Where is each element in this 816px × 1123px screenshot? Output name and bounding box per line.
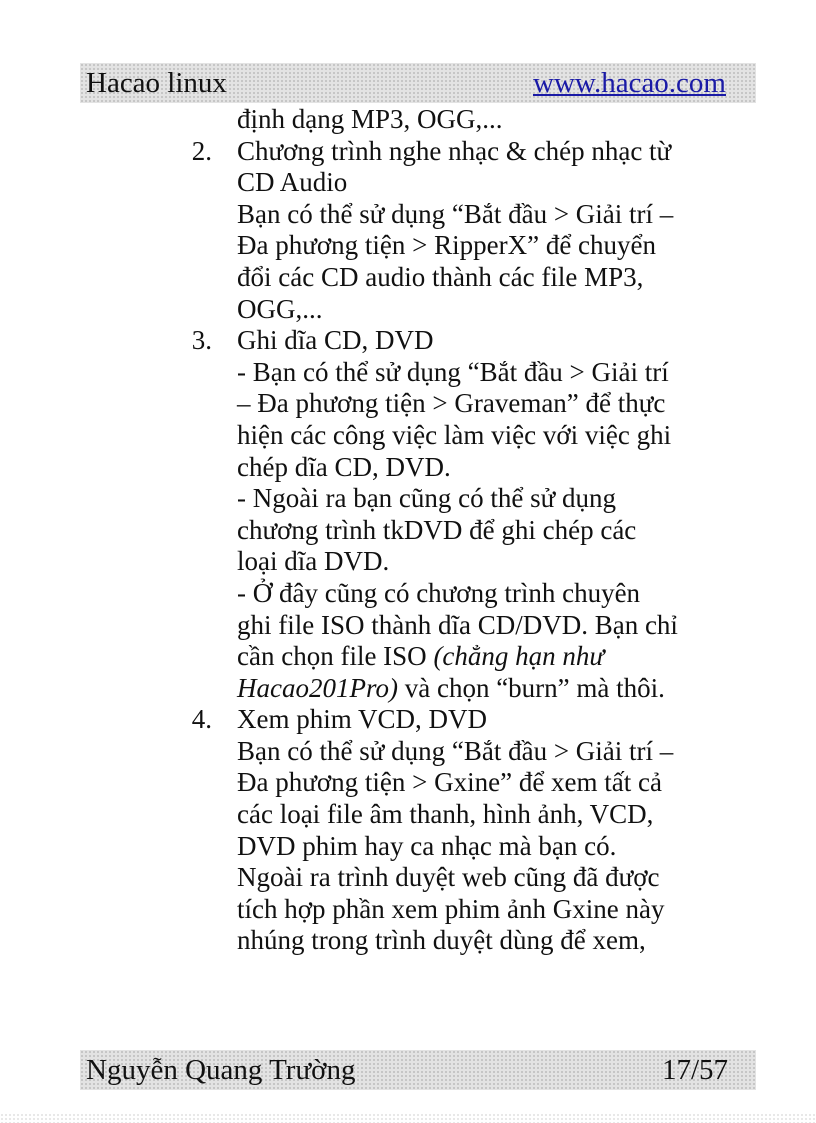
item-line: OGG,...	[237, 293, 323, 324]
item-line: - Ngoài ra bạn cũng có thể sử dụng	[237, 483, 617, 514]
list-item-3	[160, 325, 760, 704]
continuation-text: định dạng MP3, OGG,...	[237, 104, 503, 134]
list-number: 4.	[191, 704, 212, 735]
item-line: Đa phương tiện > Gxine” để xem tất cả	[237, 767, 662, 798]
list-number: 2.	[191, 135, 212, 166]
page-header	[80, 63, 756, 103]
page-body	[160, 104, 760, 957]
item-line: Đa phương tiện > RipperX” để chuyển	[237, 230, 657, 261]
list-item-2	[160, 136, 760, 326]
item-line: - Ở đây cũng có chương trình chuyên	[237, 577, 641, 608]
item-line: Ghi dĩa CD, DVD	[237, 325, 434, 356]
item-line: DVD phim hay ca nhạc mà bạn có.	[237, 830, 617, 861]
item-line: loại dĩa DVD.	[237, 546, 390, 577]
item-line: – Đa phương tiện > Graveman” để thực	[237, 388, 666, 419]
italic-example: Hacao201Pro)	[237, 672, 398, 703]
item-text: và chọn “burn” mà thôi.	[397, 672, 665, 703]
item-line: chương trình tkDVD để ghi chép các	[237, 514, 637, 545]
item-text: cần chọn file ISO	[237, 641, 434, 672]
item-line: Chương trình nghe nhạc & chép nhạc từ	[237, 135, 672, 166]
item-line: nhúng trong trình duyệt dùng để xem,	[237, 925, 646, 956]
footer-author: Nguyễn Quang Trường	[86, 1053, 356, 1086]
item-line: các loại file âm thanh, hình ảnh, VCD,	[237, 799, 654, 830]
item-line-mixed	[237, 641, 760, 673]
item-line: ghi file ISO thành dĩa CD/DVD. Bạn chỉ	[237, 609, 678, 640]
header-website-link[interactable]: www.hacao.com	[533, 66, 726, 99]
page-bottom-edge	[0, 1113, 816, 1123]
italic-example: (chẳng hạn như	[433, 641, 605, 672]
header-title: Hacao linux	[86, 66, 227, 99]
item-line: Bạn có thể sử dụng “Bắt đầu > Giải trí –	[237, 198, 674, 229]
item-line: chép dĩa CD, DVD.	[237, 451, 451, 482]
item-line: CD Audio	[237, 167, 348, 198]
item-line: đổi các CD audio thành các file MP3,	[237, 261, 644, 292]
item-line: tích hợp phần xem phim ảnh Gxine này	[237, 893, 665, 924]
item-line-mixed	[237, 673, 760, 705]
item-line: Ngoài ra trình duyệt web cũng đã được	[237, 862, 660, 893]
page-number: 17/57	[661, 1053, 728, 1086]
page-footer	[80, 1050, 756, 1090]
item-line: Xem phim VCD, DVD	[237, 704, 488, 735]
list-number: 3.	[191, 325, 212, 356]
item-line: hiện các công việc làm việc với việc ghi	[237, 419, 672, 450]
list-item-4	[160, 704, 760, 957]
item-line: Bạn có thể sử dụng “Bắt đầu > Giải trí –	[237, 735, 674, 766]
item-line: - Bạn có thể sử dụng “Bắt đầu > Giải trí	[237, 356, 669, 387]
